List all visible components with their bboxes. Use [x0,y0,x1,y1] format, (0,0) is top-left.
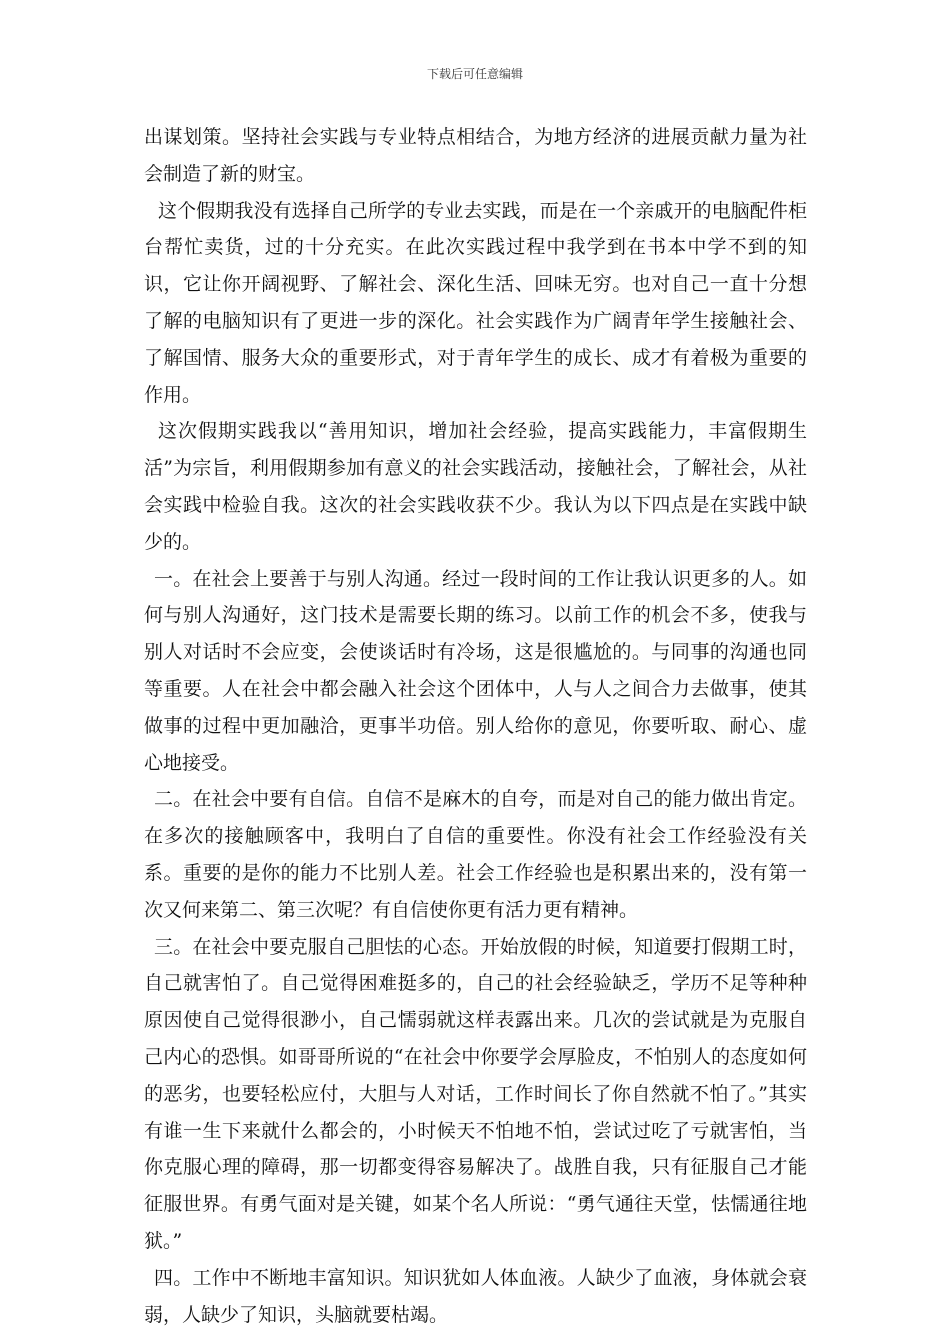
paragraph-3: 这次假期实践我以“善用知识，增加社会经验，提高实践能力，丰富假期生活”为宗旨，利用假期参加有意义的社会实践活动，接触社会，了解社会，从社会实践中检验自我。这次的社会实践收获不少。我认为以下四点是在实践中缺少的。 [144,420,807,553]
paragraph-5: 二。在社会中要有自信。自信不是麻木的自夸，而是对自己的能力做出肯定。在多次的接触顾客中，我明白了自信的重要性。你没有社会工作经验没有关系。重要的是你的能力不比别人差。社会工作经验也是积累出来的，没有第一次又何来第二、第三次呢？有自信使你更有活力更有精神。 [144,788,807,921]
paragraph-7: 四。工作中不断地丰富知识。知识犹如人体血液。人缺少了血液，身体就会衰弱，人缺少了知识，头脑就要枯竭。 [144,1266,807,1326]
document-body [144,119,807,1333]
paragraph-2: 这个假期我没有选择自己所学的专业去实践，而是在一个亲戚开的电脑配件柜台帮忙卖货，过的十分充实。在此次实践过程中我学到在书本中学不到的知识，它让你开阔视野、了解社会、深化生活、回味无穷。也对自己一直十分想了解的电脑知识有了更进一步的深化。社会实践作为广阔青年学生接触社会、了解国情、服务大众的重要形式，对于青年学生的成长、成才有着极为重要的作用。 [144,199,807,406]
page-header: 下载后可任意编辑 [426,67,523,81]
paragraph-1: 出谋划策。坚持社会实践与专业特点相结合，为地方经济的进展贡献力量为社会制造了新的财宝。 [144,126,807,185]
paragraph-6: 三。在社会中要克服自己胆怯的心态。开始放假的时候，知道要打假期工时，自己就害怕了。自己觉得困难挺多的，自己的社会经验缺乏，学历不足等种种原因使自己觉得很渺小，自己懦弱就这样表露出来。几次的尝试就是为克服自己内心的恐惧。如哥哥所说的“在社会中你要学会厚脸皮，不怕别人的态度如何的恶劣，也要轻松应付，大胆与人对话，工作时间长了你自然就不怕了。”其实有谁一生下来就什么都会的，小时候天不怕地不怕，尝试过吃了亏就害怕，当你克服心理的障碍，那一切都变得容易解决了。战胜自我，只有征服自己才能征服世界。有勇气面对是关键，如某个名人所说：“勇气通往天堂，怯懦通往地狱。” [144,935,807,1252]
paragraph-4: 一。在社会上要善于与别人沟通。经过一段时间的工作让我认识更多的人。如何与别人沟通好，这门技术是需要长期的练习。以前工作的机会不多，使我与别人对话时不会应变，会使谈话时有冷场，这是很尴尬的。与同事的沟通也同等重要。人在社会中都会融入社会这个团体中，人与人之间合力去做事，使其做事的过程中更加融洽，更事半功倍。别人给你的意见，你要听取、耐心、虚心地接受。 [144,567,807,774]
